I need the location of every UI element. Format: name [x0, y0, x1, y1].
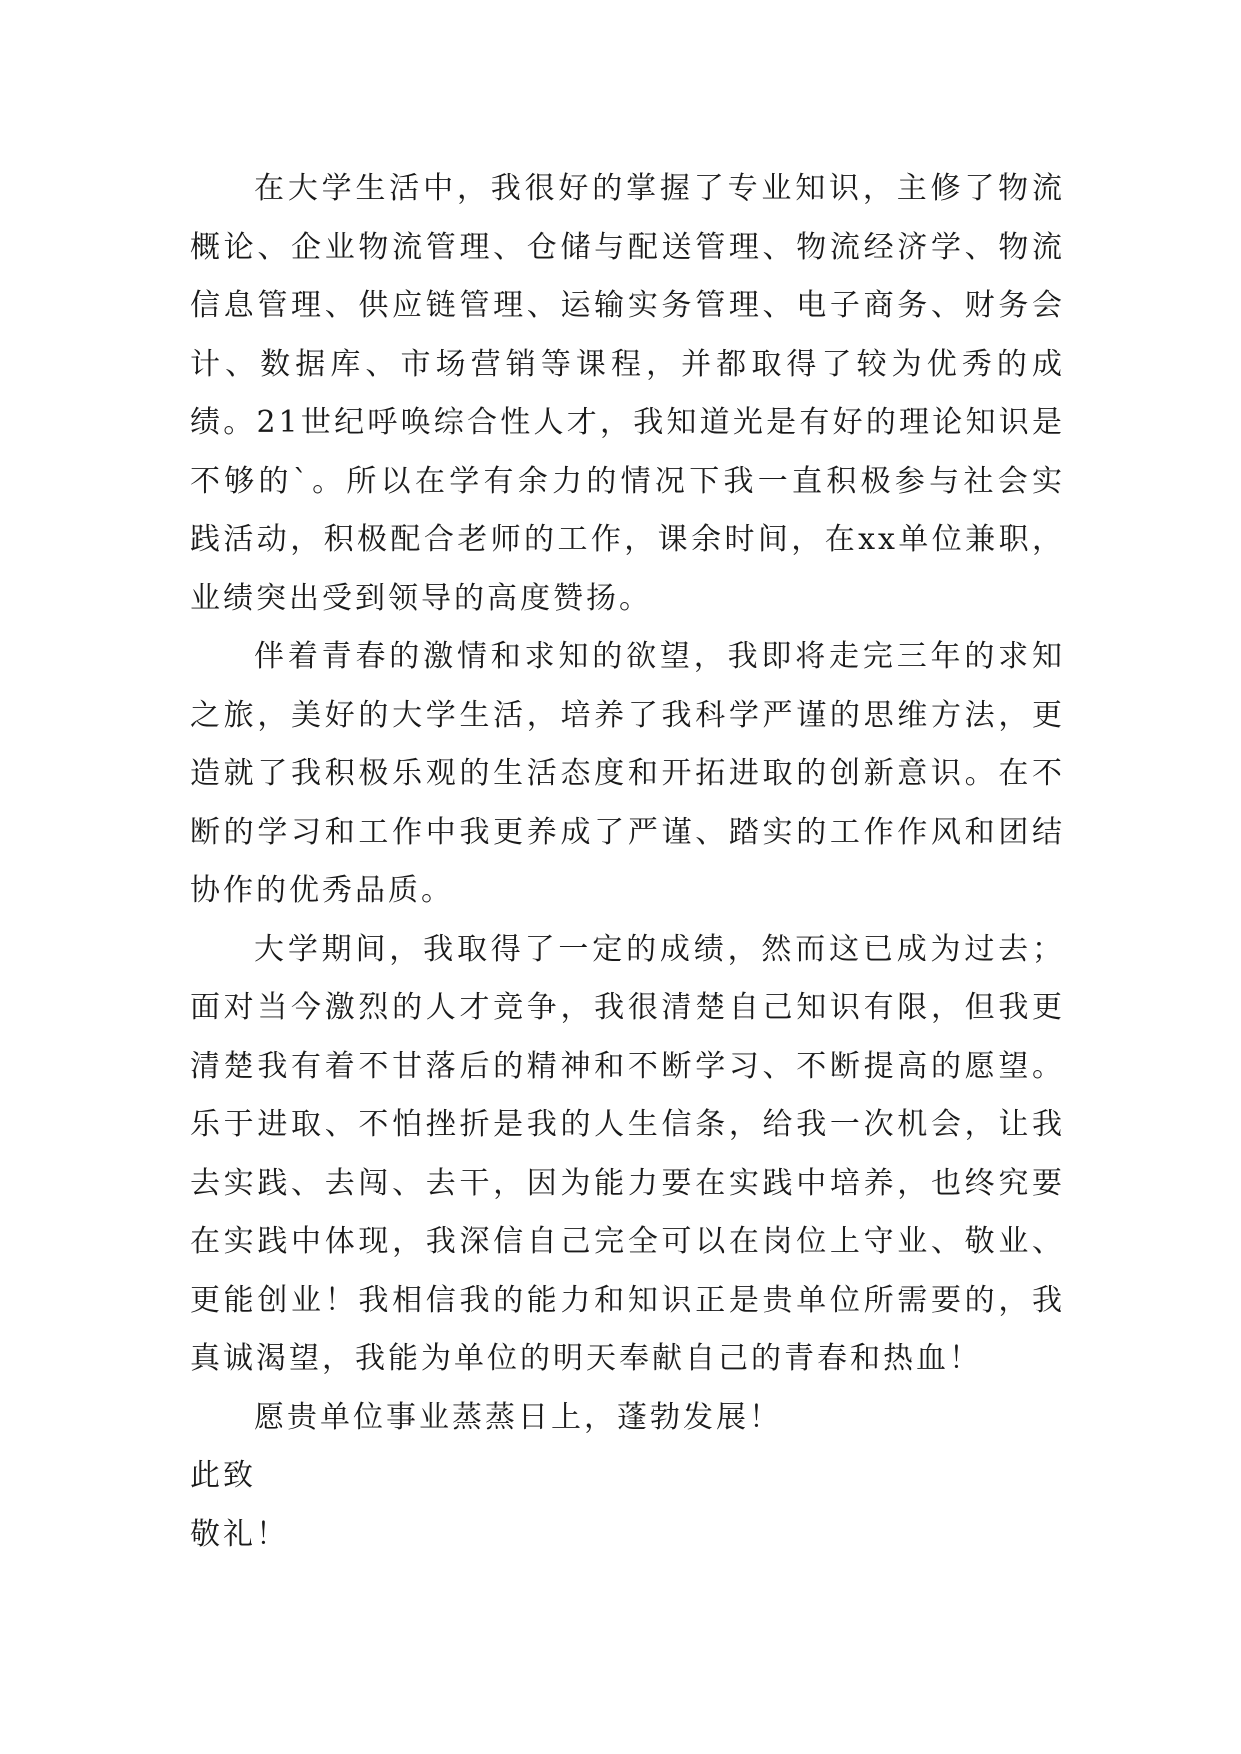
letter-body: [190, 160, 1065, 1564]
closing-regards: 敬礼！: [190, 1516, 289, 1552]
closing-salutation: 此致: [190, 1458, 256, 1493]
paragraph-wishes: 愿贵单位事业蒸蒸日上，蓬勃发展！: [254, 1399, 782, 1435]
paragraph-aspiration: 大学期间，我取得了一定的成绩，然而这已成为过去；面对当今激烈的人才竞争，我很清楚自己知识有限，但我更清楚我有着不甘落后的精神和不断学习、不断提高的愿望。乐于进取、不怕挫折是我的人生信条，给我一次机会，让我去实践、去闯、去干，因为能力要在实践中培养，也终究要在实践中体现，我深信自己完全可以在岗位上守业、敬业、更能创业！我相信我的能力和知识正是贵单位所需要的，我真诚渴望，我能为单位的明天奉献自己的青春和热血！: [190, 931, 1065, 1376]
paragraph-growth: 伴着青春的激情和求知的欲望，我即将走完三年的求知之旅，美好的大学生活，培养了我科学严谨的思维方法，更造就了我积极乐观的生活态度和开拓进取的创新意识。在不断的学习和工作中我更养成了严谨、踏实的工作作风和团结协作的优秀品质。: [190, 639, 1065, 908]
paragraph-education: 在大学生活中，我很好的掌握了专业知识，主修了物流概论、企业物流管理、仓储与配送管理、物流经济学、物流信息管理、供应链管理、运输实务管理、电子商务、财务会计、数据库、市场营销等课程，并都取得了较为优秀的成绩。21世纪呼唤综合性人才，我知道光是有好的理论知识是不够的`。所以在学有余力的情况下我一直积极参与社会实践活动，积极配合老师的工作，课余时间，在xx单位兼职，业绩突出受到领导的高度赞扬。: [190, 171, 1065, 616]
